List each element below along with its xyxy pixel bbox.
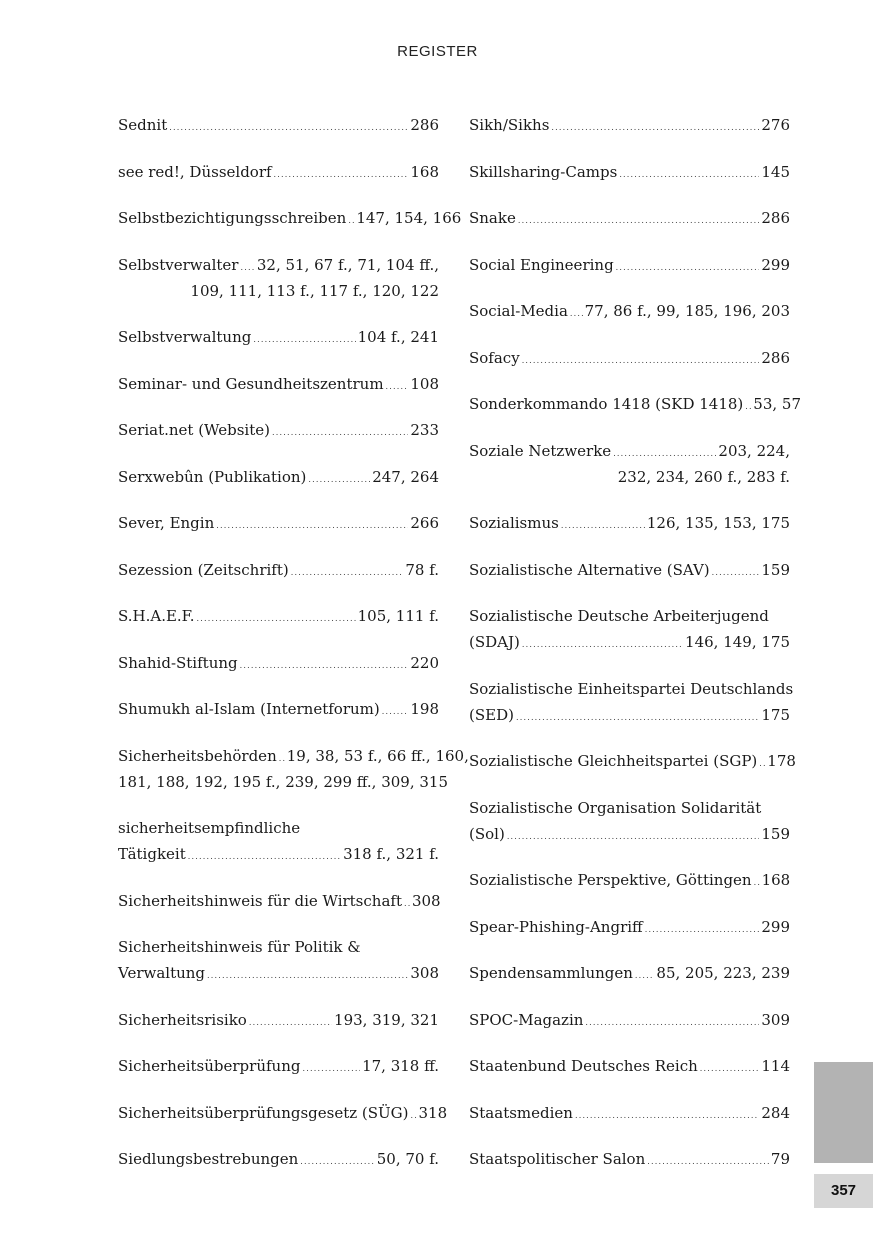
leader-dots	[272, 420, 408, 446]
index-term: Seriat.net (Website)	[118, 421, 270, 439]
index-term: Social-Media	[469, 302, 568, 320]
page-refs-continuation: 109, 111, 113 f., 117 f., 120, 122	[190, 281, 439, 300]
leader-dots	[575, 1103, 759, 1129]
index-entry	[118, 417, 439, 443]
leader-dots	[188, 844, 341, 870]
leader-dots	[700, 1056, 760, 1082]
index-term: S.H.A.E.F.	[118, 607, 195, 625]
page-refs: 159	[761, 824, 790, 843]
index-entry	[118, 934, 439, 986]
page-refs: 79	[770, 1150, 790, 1168]
index-entry	[118, 464, 439, 490]
index-term: Sozialistische Perspektive, Göttingen	[469, 871, 752, 889]
index-term: Sever, Engin	[118, 514, 215, 532]
index-term: Verwaltung	[118, 964, 206, 982]
leader-dots	[386, 374, 409, 400]
index-term: Sicherheitsüberprüfung	[118, 1057, 301, 1075]
index-entry	[469, 1100, 790, 1126]
index-entry	[118, 510, 439, 536]
leader-dots	[302, 1056, 360, 1082]
index-term: Sicherheitsbehörden	[118, 746, 277, 765]
page-refs: 168	[410, 162, 439, 181]
index-term: Sikh/Sikhs	[469, 116, 550, 134]
index-entry	[469, 676, 794, 728]
page-refs: 284	[761, 1103, 790, 1122]
page-refs: 299	[761, 917, 790, 936]
index-term: (SDAJ)	[469, 633, 520, 651]
index-term-first-line: Sozialistische Organisation Solidarität	[469, 798, 762, 817]
index-term: Social Engineering	[469, 255, 614, 274]
page-refs: 178	[767, 752, 796, 770]
leader-dots	[382, 699, 409, 725]
index-term: Siedlungsbestrebungen	[118, 1150, 299, 1168]
index-entry	[469, 1146, 790, 1172]
page-refs: 276	[761, 116, 790, 134]
index-entry	[118, 205, 462, 231]
index-term: Sicherheitshinweis für die Wirtschaft	[118, 891, 402, 910]
leader-dots	[516, 705, 759, 731]
leader-dots	[300, 1149, 374, 1175]
index-term-first-line: Sozialistische Einheitspartei Deutschlands	[469, 679, 794, 698]
index-entry	[469, 557, 790, 583]
index-term: Selbstverwalter	[118, 255, 239, 274]
page-refs: 53, 57	[753, 395, 802, 413]
leader-dots	[745, 394, 751, 420]
index-entry	[469, 298, 790, 324]
index-entry	[118, 252, 439, 304]
page-refs: 32, 51, 67 f., 71, 104 ff.,	[256, 255, 439, 274]
index-entry	[118, 112, 439, 138]
leader-dots	[551, 115, 759, 141]
leader-dots	[197, 606, 356, 632]
leader-dots	[274, 162, 409, 188]
index-term: SPOC-Magazin	[469, 1010, 584, 1029]
index-entry	[469, 867, 790, 893]
index-term: Spendensammlungen	[469, 964, 633, 982]
leader-dots	[240, 255, 254, 281]
index-term: Sozialistische Alternative (SAV)	[469, 560, 710, 579]
index-entry	[469, 252, 790, 278]
page-refs: 145	[761, 162, 790, 181]
leader-dots	[291, 560, 404, 586]
page-refs: 286	[761, 348, 790, 367]
index-entry	[118, 888, 439, 914]
index-term: Snake	[469, 209, 516, 227]
leader-dots	[754, 870, 760, 896]
page-refs: 309	[761, 1010, 790, 1029]
page-refs: 266	[410, 514, 439, 532]
leader-dots	[759, 751, 765, 777]
leader-dots	[308, 467, 370, 493]
leader-dots	[647, 1149, 769, 1175]
page-refs: 19, 38, 53 f., 66 ff., 160,	[286, 746, 469, 765]
page-refs: 104 f., 241	[357, 328, 439, 346]
leader-dots	[240, 653, 409, 679]
index-entry	[118, 1100, 448, 1126]
index-term-first-line: sicherheitsempfindliche	[118, 819, 301, 837]
index-term: Soziale Netzwerke	[469, 441, 612, 460]
page-refs-continuation: 232, 234, 260 f., 283 f.	[617, 467, 790, 486]
page-refs: 114	[761, 1057, 790, 1075]
index-term: Shumukh al-Islam (Internetforum)	[118, 700, 380, 718]
index-entry	[469, 960, 790, 986]
page-refs: 299	[761, 255, 790, 274]
index-term: Skillsharing-Camps	[469, 162, 618, 181]
leader-dots	[585, 1010, 759, 1036]
page-refs: 308	[410, 964, 439, 982]
index-entry	[118, 815, 439, 867]
index-term: Sozialismus	[469, 514, 559, 532]
index-entry	[118, 743, 469, 795]
index-entry	[118, 371, 439, 397]
page-refs: 308	[411, 891, 441, 910]
page-refs: 318 f., 321 f.	[343, 845, 439, 863]
leader-dots	[253, 327, 355, 353]
index-entry	[469, 438, 790, 490]
leader-dots	[645, 917, 760, 943]
page-refs: 198	[410, 700, 439, 718]
page-refs-continuation: 181, 188, 192, 195 f., 239, 299 ff., 309, 315	[118, 772, 449, 791]
page-refs: 108	[410, 374, 439, 393]
leader-dots	[404, 891, 410, 917]
index-entry	[469, 391, 802, 417]
index-term: Selbstbezichtigungsschreiben	[118, 209, 347, 227]
leader-dots	[249, 1010, 332, 1036]
index-entry	[469, 1007, 790, 1033]
index-entry	[118, 324, 439, 350]
index-entry	[469, 112, 790, 138]
running-header: REGISTER	[397, 43, 478, 60]
leader-dots	[507, 824, 760, 850]
page-refs: 126, 135, 153, 175	[646, 514, 790, 532]
index-term: see red!, Düsseldorf	[118, 162, 272, 181]
index-entry	[118, 1007, 439, 1033]
index-term: Staatsmedien	[469, 1103, 573, 1122]
leader-dots	[619, 162, 759, 188]
page-refs: 220	[410, 653, 439, 672]
leader-dots	[207, 963, 408, 989]
index-entry	[118, 650, 439, 676]
leader-dots	[522, 348, 760, 374]
page-refs: 203, 224,	[718, 441, 790, 460]
index-entry	[469, 748, 796, 774]
leader-dots	[561, 513, 645, 539]
index-term: (SED)	[469, 705, 514, 724]
index-term: Staatenbund Deutsches Reich	[469, 1057, 698, 1075]
index-term: Serxwebûn (Publikation)	[118, 467, 307, 486]
index-entry	[118, 603, 439, 629]
leader-dots	[411, 1103, 417, 1129]
page-refs: 159	[761, 560, 790, 579]
index-term: Sozialistische Gleichheitspartei (SGP)	[469, 752, 758, 770]
index-entry	[469, 914, 790, 940]
index-term: (Sol)	[469, 824, 505, 843]
leader-dots	[712, 560, 760, 586]
page-refs: 286	[761, 209, 790, 227]
index-term: Sicherheitsrisiko	[118, 1010, 247, 1029]
index-term: Sednit	[118, 116, 168, 134]
index-entry	[469, 510, 790, 536]
leader-dots	[613, 441, 716, 467]
thumb-index-tab	[814, 1062, 873, 1163]
index-entry	[118, 1146, 439, 1172]
index-entry	[118, 159, 439, 185]
page-number: 357	[814, 1174, 873, 1208]
page-refs: 168	[761, 871, 791, 889]
index-entry	[469, 795, 790, 847]
page-refs: 233	[410, 421, 439, 439]
index-term-first-line: Sozialistische Deutsche Arbeiterjugend	[469, 607, 769, 625]
leader-dots	[216, 513, 408, 539]
page-refs: 50, 70 f.	[376, 1150, 439, 1168]
leader-dots	[518, 208, 760, 234]
leader-dots	[169, 115, 408, 141]
leader-dots	[522, 632, 683, 658]
index-term: Sicherheitsüberprüfungsgesetz (SÜG)	[118, 1103, 409, 1122]
index-term: Shahid-Stiftung	[118, 653, 238, 672]
index-entry	[469, 205, 790, 231]
leader-dots	[279, 746, 285, 772]
index-entry	[469, 159, 790, 185]
index-entry	[469, 345, 790, 371]
page-refs: 318	[418, 1103, 448, 1122]
leader-dots	[348, 208, 354, 234]
index-term: Sofacy	[469, 348, 520, 367]
leader-dots	[635, 963, 655, 989]
page-refs: 286	[410, 116, 439, 134]
index-column-right	[469, 112, 802, 1193]
page-refs: 85, 205, 223, 239	[656, 964, 790, 982]
index-entry	[469, 1053, 790, 1079]
index-entry	[118, 557, 439, 583]
leader-dots	[616, 255, 760, 281]
index-term: Seminar- und Gesundheitszentrum	[118, 374, 384, 393]
index-term: Sonderkommando 1418 (SKD 1418)	[469, 395, 744, 413]
page-refs: 247, 264	[372, 467, 439, 486]
index-column-left	[118, 112, 469, 1193]
index-term: Selbstverwaltung	[118, 328, 252, 346]
index-entry	[118, 696, 439, 722]
index-term: Tätigkeit	[118, 845, 186, 863]
page-refs: 146, 149, 175	[685, 633, 790, 651]
page-refs: 77, 86 f., 99, 185, 196, 203	[584, 302, 790, 320]
index-term: Spear-Phishing-Angriff	[469, 917, 643, 936]
page-refs: 147, 154, 166	[356, 209, 462, 227]
index-term: Sezession (Zeitschrift)	[118, 560, 289, 579]
index-entry	[118, 1053, 439, 1079]
index-term-first-line: Sicherheitshinweis für Politik &	[118, 938, 361, 956]
page-refs: 78 f.	[405, 560, 439, 579]
page-refs: 193, 319, 321	[334, 1010, 439, 1029]
leader-dots	[570, 301, 583, 327]
index-term: Staatspolitischer Salon	[469, 1150, 646, 1168]
page-refs: 105, 111 f.	[357, 607, 439, 625]
page-refs: 17, 318 ff.	[362, 1057, 439, 1075]
page-refs: 175	[761, 705, 790, 724]
index-entry	[469, 603, 790, 655]
